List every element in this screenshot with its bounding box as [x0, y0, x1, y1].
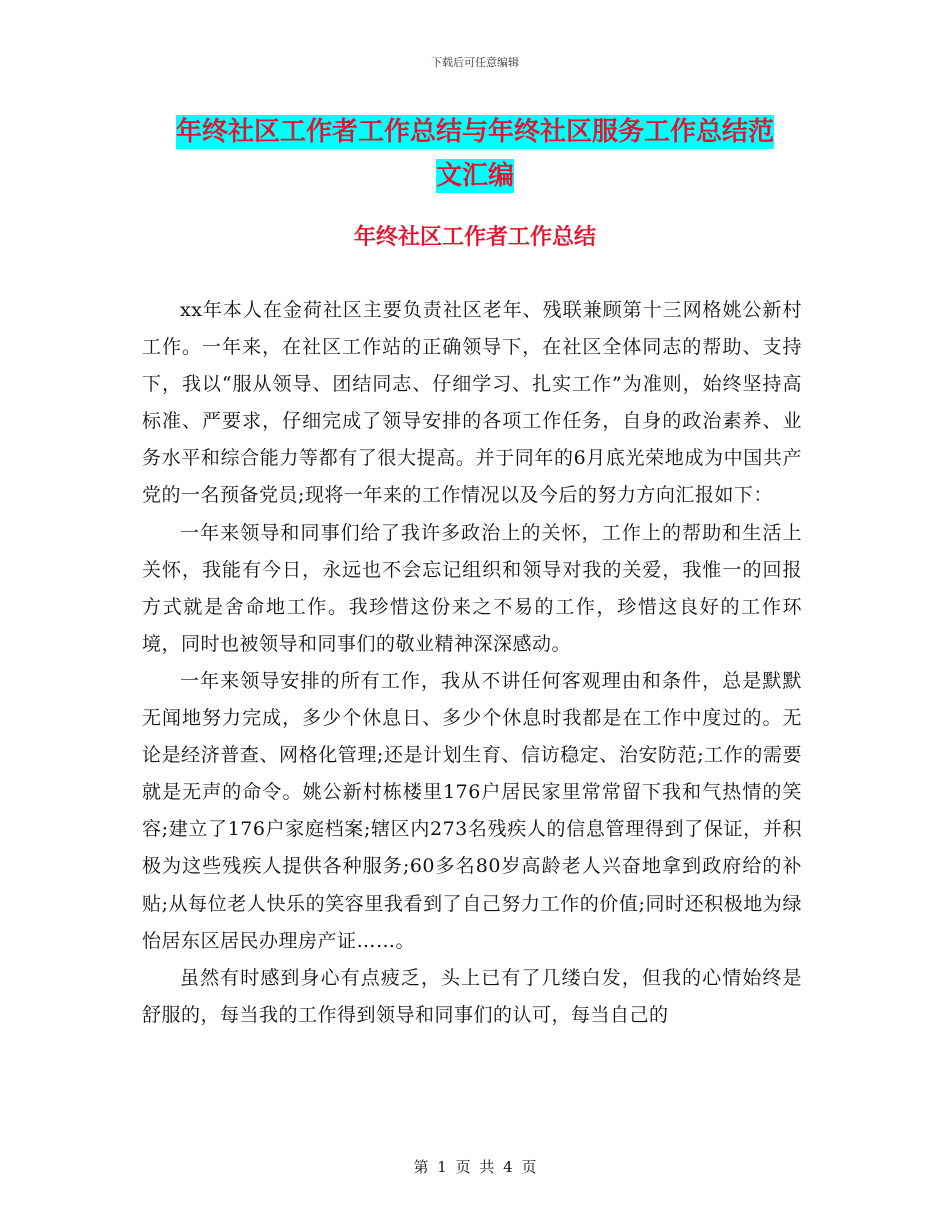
page-number-footer: 第 1 页 共 4 页	[413, 1158, 537, 1176]
body-paragraph: 一年来领导和同事们给了我许多政治上的关怀，工作上的帮助和生活上关怀，我能有今日，永远也不会忘记组织和领导对我的关爱，我惟一的回报方式就是舍命地工作。我珍惜这份来之不易的工作，珍惜这良好的工作环境，同时也被领导和同事们的敬业精神深深感动。	[142, 521, 802, 655]
section-heading: 年终社区工作者工作总结	[353, 224, 596, 250]
document-title-line-1: 年终社区工作者工作总结与年终社区服务工作总结范	[175, 117, 774, 147]
document-title-line-2: 文汇编	[435, 161, 514, 191]
document-title	[140, 110, 810, 198]
page-header-note: 下载后可任意编辑	[431, 56, 519, 69]
document-body	[142, 292, 802, 1034]
body-paragraph: xx年本人在金荷社区主要负责社区老年、残联兼顾第十三网格姚公新村工作。一年来，在社区工作站的正确领导下，在社区全体同志的帮助、支持下，我以“服从领导、团结同志、仔细学习、扎实工作”为准则，始终坚持高标准、严要求，仔细完成了领导安排的各项工作任务，自身的政治素养、业务水平和综合能力等都有了很大提高。并于同年的6月底光荣地成为中国共产党的一名预备党员;现将一年来的工作情况以及今后的努力方向汇报如下：	[142, 299, 802, 507]
body-paragraph: 一年来领导安排的所有工作，我从不讲任何客观理由和条件，总是默默无闻地努力完成，多少个休息日、多少个休息时我都是在工作中度过的。无论是经济普查、网格化管理;还是计划生育、信访稳定、治安防范;工作的需要就是无声的命令。姚公新村栋楼里176户居民家里常常留下我和气热情的笑容;建立了176户家庭档案;辖区内273名残疾人的信息管理得到了保证，并积极为这些残疾人提供各种服务;60多名80岁高龄老人兴奋地拿到政府给的补贴;从每位老人快乐的笑容里我看到了自己努力工作的价值;同时还积极地为绿怡居东区居民办理房产证……。	[142, 669, 802, 952]
body-paragraph: 虽然有时感到身心有点疲乏，头上已有了几缕白发，但我的心情始终是舒服的，每当我的工作得到领导和同事们的认可，每当自己的	[142, 966, 802, 1026]
